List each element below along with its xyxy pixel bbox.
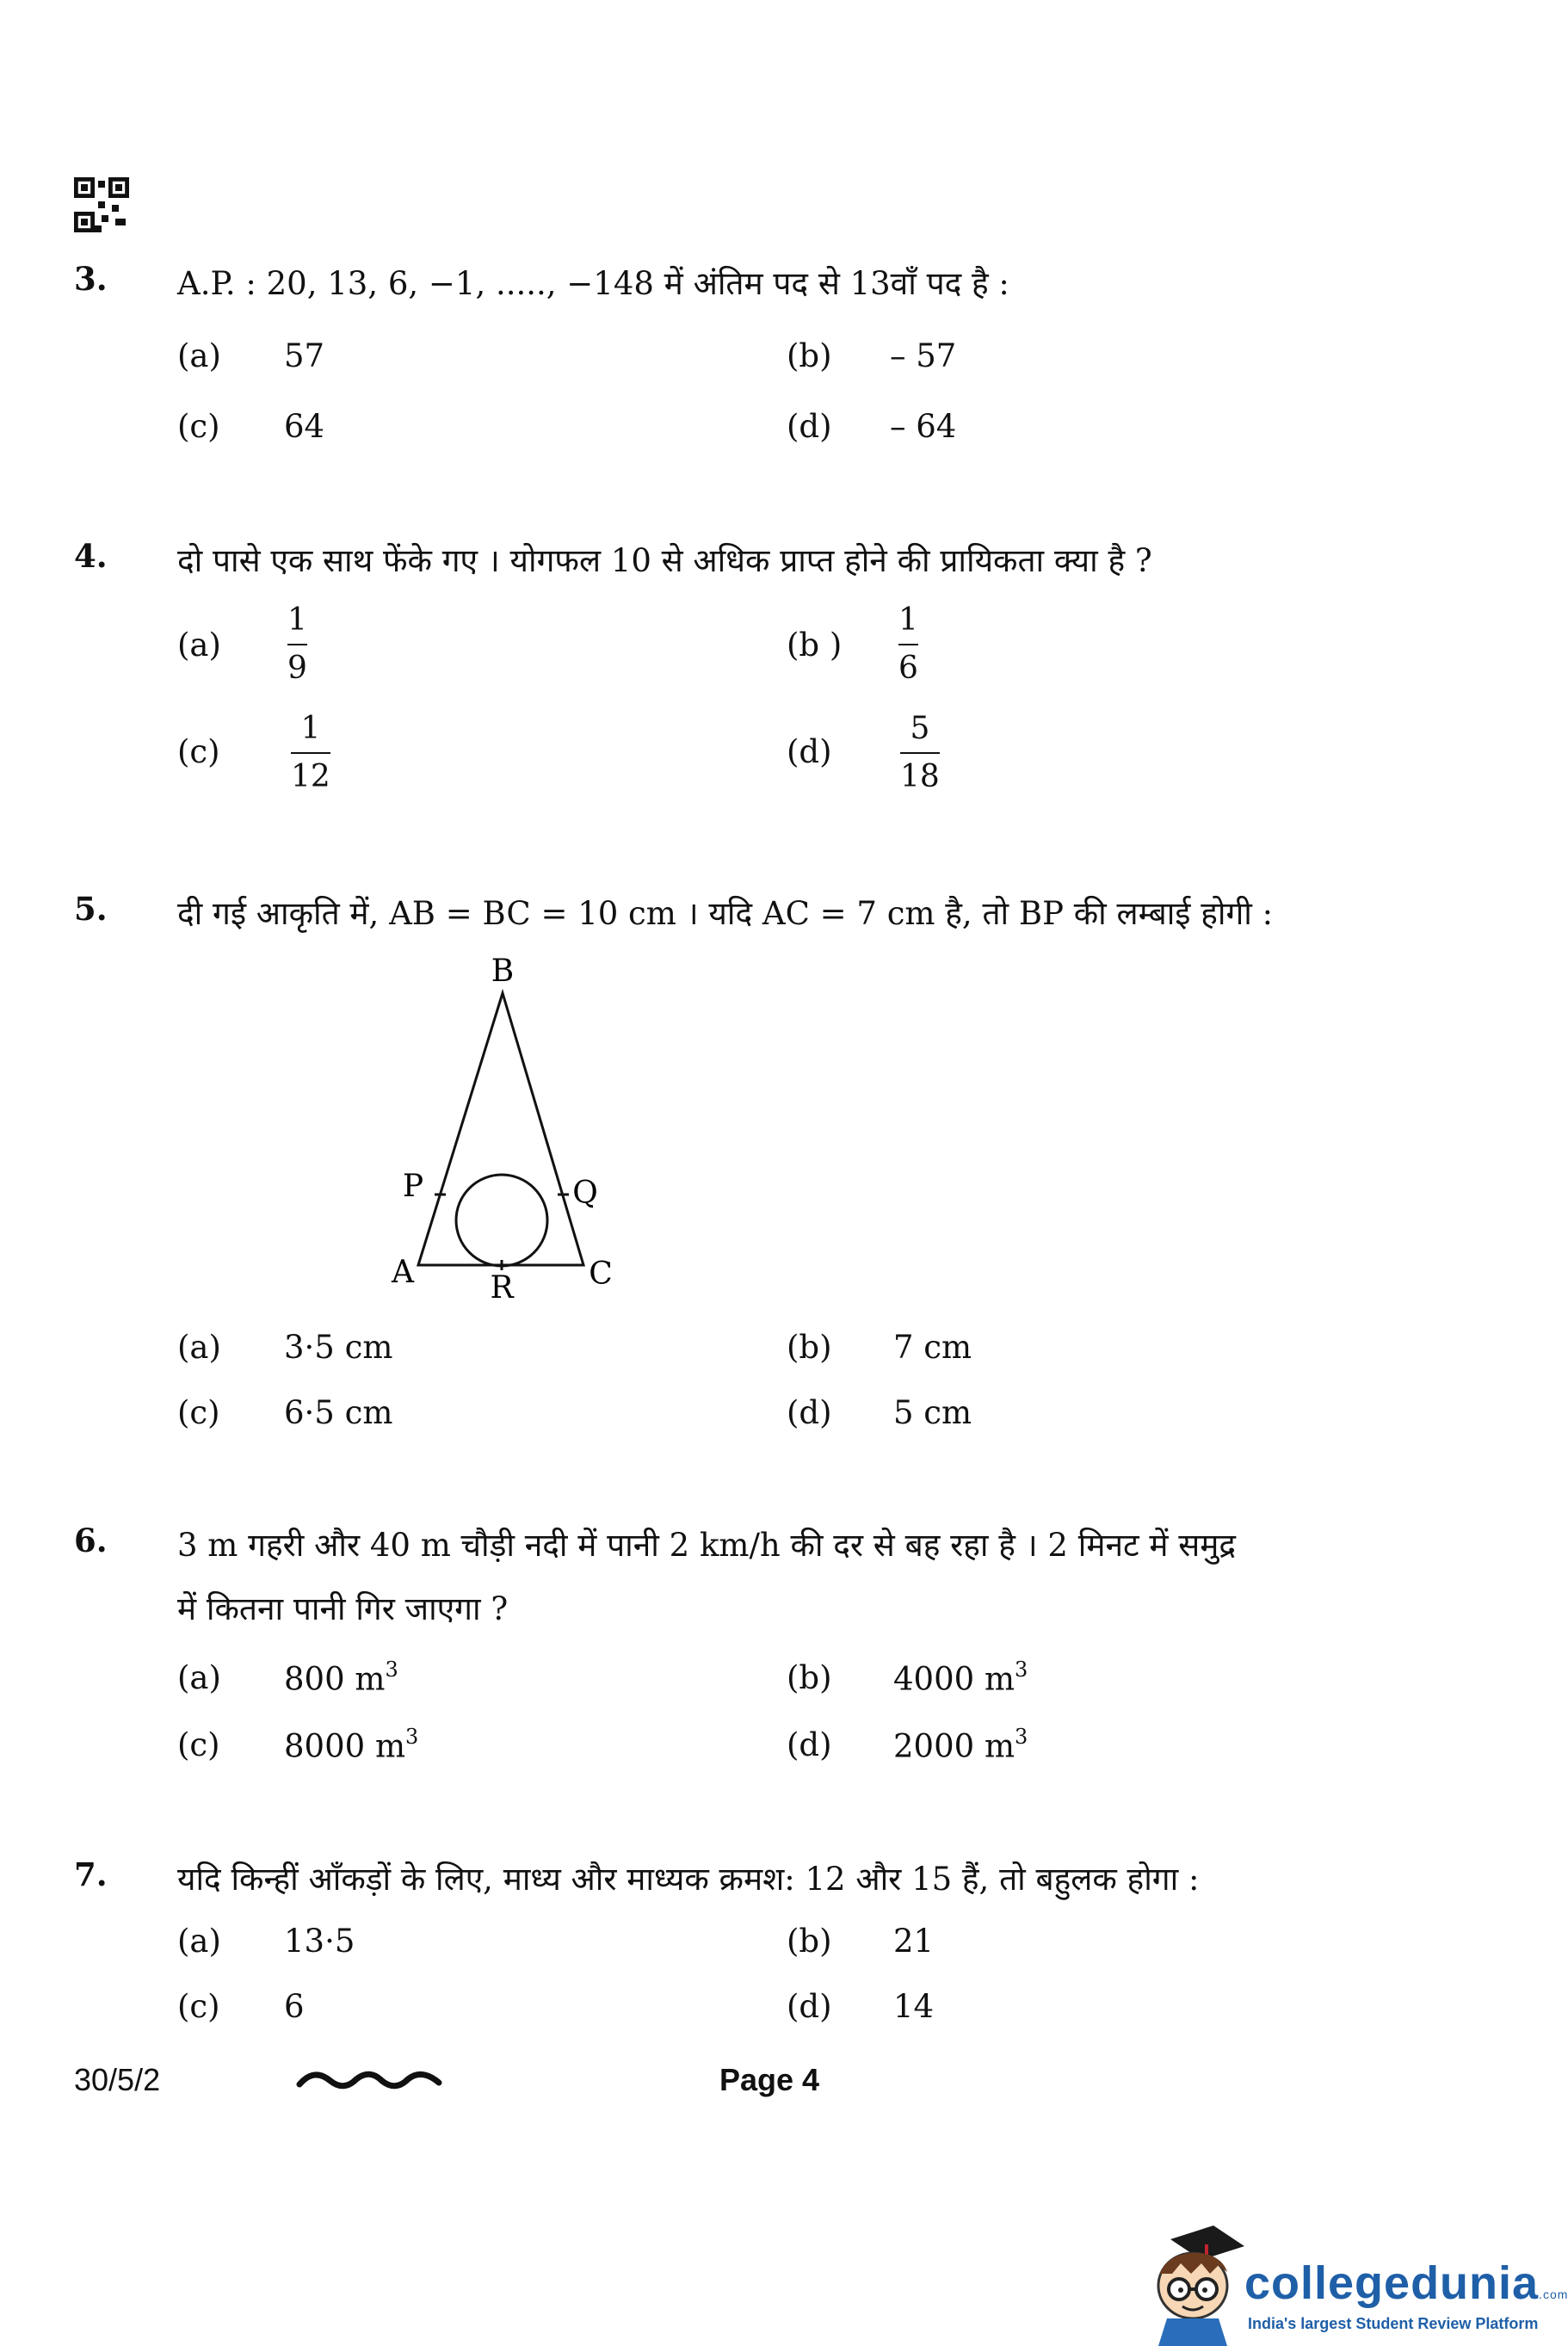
unit: m bbox=[374, 1727, 406, 1765]
fraction-numerator: 1 bbox=[287, 602, 307, 638]
q6-option-d-number: 2000 bbox=[893, 1727, 975, 1765]
q4-option-a-label: (a) bbox=[177, 627, 221, 664]
q3-option-a-label: (a) bbox=[177, 337, 221, 374]
logo-name: collegedunia bbox=[1244, 2257, 1540, 2309]
question-6-text-line2: में कितना पानी गिर जाएगा ? bbox=[177, 1590, 509, 1627]
question-4-text: दो पासे एक साथ फेंके गए । योगफल 10 से अधिक प्राप्त होने की प्रायिकता क्या है ? bbox=[177, 542, 1152, 579]
fraction-numerator: 5 bbox=[910, 711, 930, 746]
exponent: 3 bbox=[1015, 1725, 1028, 1749]
q7-option-d-value: 14 bbox=[893, 1988, 935, 2025]
q6-option-a-label: (a) bbox=[177, 1659, 221, 1696]
fraction-numerator: 1 bbox=[898, 602, 918, 638]
q3-option-b-label: (b) bbox=[787, 337, 832, 374]
exponent: 3 bbox=[405, 1725, 419, 1749]
fraction-denominator: 9 bbox=[287, 651, 307, 686]
fraction-bar bbox=[287, 644, 307, 645]
logo-tagline: India's largest Student Review Platform bbox=[1248, 2315, 1539, 2332]
logo-suffix: .com bbox=[1539, 2287, 1568, 2301]
paper-code: 30/5/2 bbox=[74, 2062, 161, 2097]
fraction-bar bbox=[291, 752, 330, 754]
q5-option-c-label: (c) bbox=[177, 1394, 220, 1431]
question-5-number: 5. bbox=[74, 890, 108, 928]
collegedunia-logo bbox=[1141, 2222, 1568, 2346]
q5-option-a-value: 3·5 cm bbox=[284, 1329, 393, 1366]
q5-option-b-label: (b) bbox=[787, 1329, 832, 1366]
q6-option-a-number: 800 bbox=[284, 1660, 345, 1698]
exponent: 3 bbox=[385, 1658, 398, 1682]
label-r: R bbox=[490, 1270, 514, 1306]
q5-option-a-label: (a) bbox=[177, 1329, 221, 1366]
q5-option-c-value: 6·5 cm bbox=[284, 1394, 393, 1431]
unit: m bbox=[984, 1660, 1015, 1698]
triangle-abc bbox=[418, 993, 583, 1265]
q7-option-b-value: 21 bbox=[893, 1923, 935, 1960]
page-number: Page 4 bbox=[719, 2062, 820, 2097]
question-3-number: 3. bbox=[74, 260, 108, 298]
qr-code-icon bbox=[74, 177, 129, 232]
q6-option-a-value bbox=[284, 1659, 398, 1697]
q7-option-c-label: (c) bbox=[177, 1988, 220, 2025]
q6-option-b-value bbox=[893, 1659, 1028, 1697]
q4-option-a-fraction bbox=[287, 601, 307, 688]
fraction-numerator: 1 bbox=[300, 711, 321, 746]
q6-option-d-value bbox=[893, 1726, 1028, 1764]
q3-option-c-label: (c) bbox=[177, 408, 220, 445]
q3-option-b-value: – 57 bbox=[890, 337, 957, 374]
q6-option-c-value bbox=[284, 1726, 418, 1764]
q4-option-c-fraction bbox=[291, 709, 330, 797]
incircle bbox=[456, 1175, 547, 1266]
q5-option-b-value: 7 cm bbox=[893, 1329, 972, 1366]
fraction-denominator: 12 bbox=[291, 759, 330, 794]
fraction-bar bbox=[900, 752, 940, 754]
q6-option-b-label: (b) bbox=[787, 1659, 832, 1696]
q4-option-c-label: (c) bbox=[177, 733, 220, 770]
q3-option-c-value: 64 bbox=[284, 408, 325, 445]
q7-option-d-label: (d) bbox=[787, 1988, 832, 2025]
label-p: P bbox=[402, 1169, 424, 1204]
q4-option-b-fraction bbox=[898, 601, 918, 688]
fraction-denominator: 18 bbox=[900, 759, 940, 794]
fraction-denominator: 6 bbox=[898, 651, 918, 686]
q5-option-d-label: (d) bbox=[787, 1394, 832, 1431]
q3-option-d-value: – 64 bbox=[890, 408, 957, 445]
triangle-incircle-figure bbox=[379, 947, 637, 1325]
unit: m bbox=[984, 1727, 1015, 1765]
wave-ornament-icon bbox=[296, 2069, 442, 2093]
question-4-number: 4. bbox=[74, 537, 108, 575]
fraction-bar bbox=[898, 644, 918, 645]
q3-option-d-label: (d) bbox=[787, 408, 832, 445]
q7-option-c-value: 6 bbox=[284, 1988, 305, 2025]
question-7-text: यदि किन्हीं आँकड़ों के लिए, माध्य और माध्यक क्रमश: 12 और 15 हैं, तो बहुलक होगा : bbox=[177, 1861, 1200, 1898]
q6-option-c-number: 8000 bbox=[284, 1727, 366, 1765]
q6-option-c-label: (c) bbox=[177, 1726, 220, 1763]
q4-option-b-label: (b ) bbox=[787, 627, 843, 664]
q4-option-d-fraction bbox=[900, 709, 940, 797]
q7-option-a-value: 13·5 bbox=[284, 1923, 355, 1960]
question-6-number: 6. bbox=[74, 1522, 108, 1559]
q3-option-a-value: 57 bbox=[284, 337, 325, 374]
q5-option-d-value: 5 cm bbox=[893, 1394, 972, 1431]
question-7-number: 7. bbox=[74, 1855, 108, 1893]
q7-option-a-label: (a) bbox=[177, 1923, 221, 1960]
label-a: A bbox=[392, 1255, 414, 1290]
q6-option-b-number: 4000 bbox=[893, 1660, 975, 1698]
question-5-text: दी गई आकृति में, AB = BC = 10 cm । यदि AC = 7 cm है, तो BP की लम्बाई होगी : bbox=[177, 895, 1274, 932]
q4-option-d-label: (d) bbox=[787, 733, 832, 770]
label-b: B bbox=[491, 954, 515, 989]
question-3-text: A.P. : 20, 13, 6, −1, ....., −148 में अंतिम पद से 13वाँ पद है : bbox=[177, 265, 1009, 302]
exponent: 3 bbox=[1015, 1658, 1028, 1682]
unit: m bbox=[355, 1660, 386, 1698]
label-c: C bbox=[589, 1256, 613, 1292]
question-6-text-line1: 3 m गहरी और 40 m चौड़ी नदी में पानी 2 km/h की दर से बह रहा है । 2 मिनट में समुद्र bbox=[177, 1527, 1237, 1564]
student-mascot-icon bbox=[1141, 2222, 1248, 2346]
q6-option-d-label: (d) bbox=[787, 1726, 832, 1763]
label-q: Q bbox=[572, 1176, 598, 1211]
q7-option-b-label: (b) bbox=[787, 1923, 832, 1960]
